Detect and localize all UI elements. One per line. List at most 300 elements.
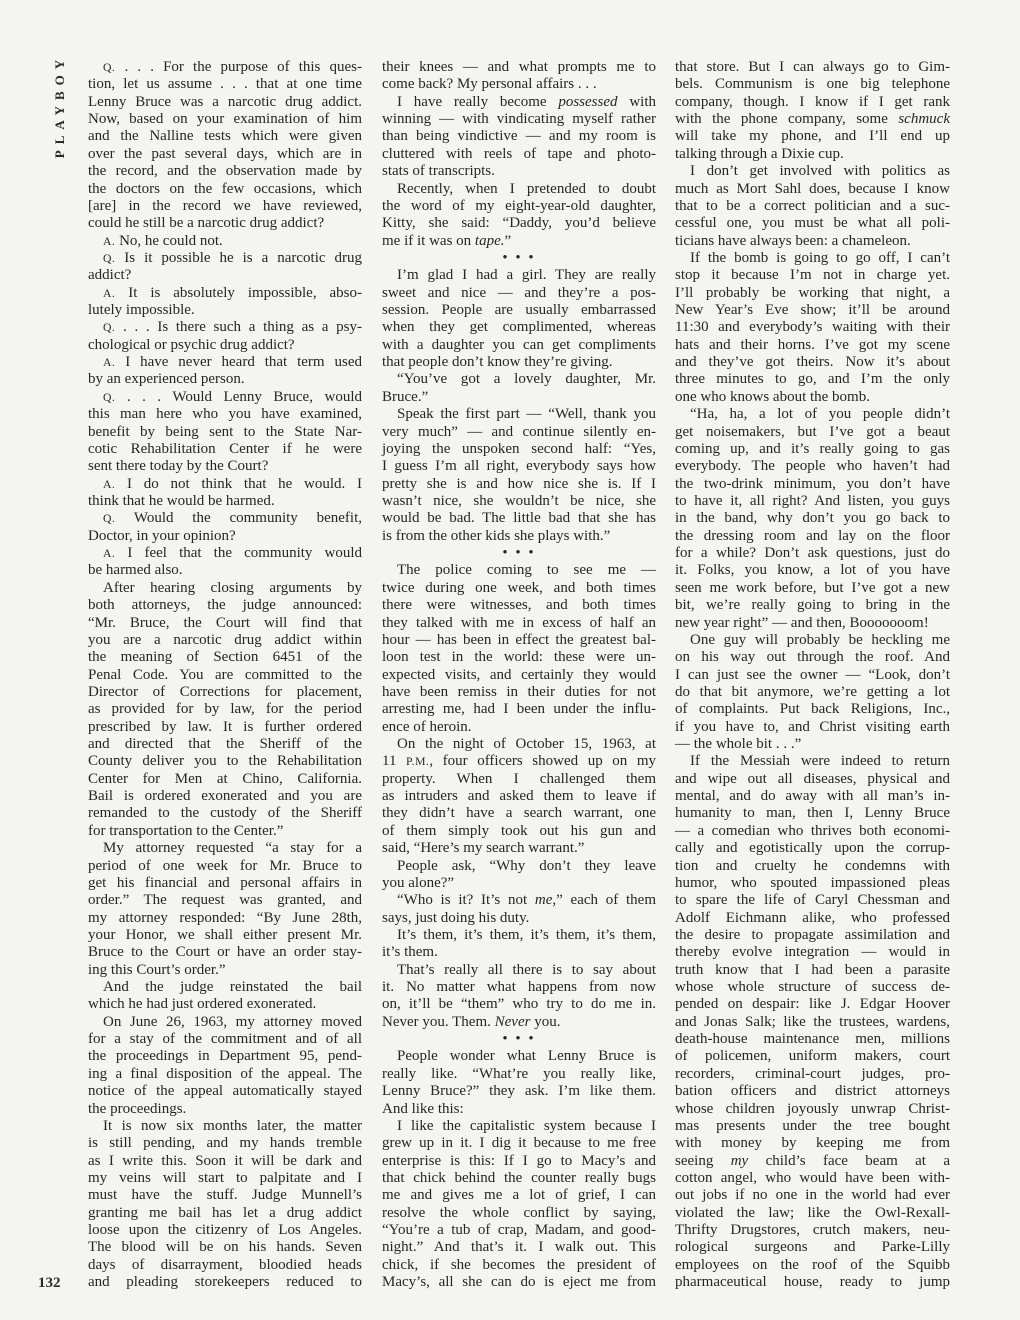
text-line: [675, 1239, 950, 1256]
text-run: order.” The request was granted, and: [88, 892, 362, 909]
paragraph: [675, 163, 950, 250]
text-line: [382, 111, 656, 128]
text-line: [675, 736, 950, 753]
text-run: it. Folks, you know, a lot of you have: [675, 562, 950, 579]
text-run: addict?: [88, 267, 132, 284]
text-line: [382, 337, 656, 354]
text-run: which he had just ordered exonerated.: [88, 996, 317, 1013]
text-line: [382, 458, 656, 475]
text-line: [675, 545, 950, 562]
text-line: [675, 1153, 950, 1170]
text-line: [382, 875, 656, 892]
text-line: [382, 528, 656, 545]
text-run: this man here who you have examined,: [88, 406, 362, 423]
text-line: [88, 406, 362, 423]
text-line: [675, 215, 950, 232]
text-line: [88, 1257, 362, 1274]
small-caps-label: Q.: [103, 390, 116, 404]
text-line: [675, 1222, 950, 1239]
text-run: wasn’t nice, she wouldn’t be nice, she: [382, 492, 656, 509]
text-run: loon test in the world: these were un-: [382, 649, 656, 666]
text-run: the proceedings in Department 95, pend-: [88, 1048, 362, 1065]
text-run: the doctors on the few occasions, which: [88, 180, 362, 197]
paragraph: [675, 250, 950, 406]
text-run: “Ha, ha, a lot of you people didn’t: [690, 406, 950, 423]
text-line: [88, 1066, 362, 1083]
paragraph: [382, 59, 656, 94]
text-line: [382, 146, 656, 163]
text-run: Lenny Bruce was a narcotic drug addict.: [88, 93, 362, 110]
paragraph: [382, 94, 656, 181]
text-run: Thrifty Drugstores, crutch makers, neu-: [675, 1222, 950, 1239]
text-line: [88, 788, 362, 805]
text-run: I’m glad I had a girl. They are really: [397, 267, 656, 284]
text-line: [382, 1066, 656, 1083]
text-line: [675, 146, 950, 163]
text-run: get noisemakers, but I’ve got a beaut: [675, 423, 950, 440]
text-line: [675, 250, 950, 267]
text-line: [382, 1187, 656, 1204]
text-run: three minutes to go, and I’m the only: [675, 371, 950, 388]
text-line: [382, 1083, 656, 1100]
text-run: If the bomb is going to go off, I can’t: [690, 249, 950, 266]
text-line: [382, 319, 656, 336]
text-run: ence of heroin.: [382, 718, 472, 735]
text-line: [88, 1101, 362, 1118]
text-run: New Year’s Eve show; it’ll be around: [675, 302, 950, 319]
italic-emphasis: schmuck: [898, 111, 950, 128]
text-run: days of disarrayment, bloodied heads: [88, 1256, 362, 1273]
paragraph: [675, 632, 950, 754]
text-line: [675, 701, 950, 718]
text-run: mas presents under the tree bought: [675, 1117, 950, 1134]
text-line: [88, 458, 362, 475]
text-line: [382, 649, 656, 666]
text-run: chological or psychic drug addict?: [88, 336, 295, 353]
small-caps-label: A.: [103, 286, 116, 300]
text-line: [382, 701, 656, 718]
text-run: mental, and do away with all man’s in-: [675, 788, 950, 805]
text-run: night.” And that’s it. I walk out. This: [382, 1239, 656, 1256]
text-line: [675, 858, 950, 875]
text-line: [382, 76, 656, 93]
text-run: to have it, all right? And listen, you guys: [675, 492, 950, 509]
text-run: and Jonas Salk; like the trustees, wardens,: [675, 1013, 950, 1030]
text-run: seen me work before, but I’ve got a new: [675, 579, 950, 596]
text-line: [382, 215, 656, 232]
text-line: [88, 389, 362, 406]
text-line: [675, 753, 950, 770]
text-line: [382, 1170, 656, 1187]
text-run: Never you. Them.: [382, 1013, 495, 1030]
text-line: [675, 476, 950, 493]
text-run: I do not think that he would. I: [115, 475, 362, 492]
text-run: could he still be a narcotic drug addict?: [88, 215, 325, 232]
text-line: [88, 719, 362, 736]
text-line: [382, 1014, 656, 1031]
text-line: [382, 1135, 656, 1152]
paragraph: [382, 181, 656, 250]
text-run: The police coming to see me —: [397, 562, 656, 579]
paragraph: [88, 1118, 362, 1292]
text-run: for a while? Don’t ask questions, just do: [675, 545, 950, 562]
text-line: [675, 1170, 950, 1187]
text-run: would be bad. The little bad that she has: [382, 510, 656, 527]
text-run: when they get complimented, whereas: [382, 319, 656, 336]
text-run: And like this:: [382, 1100, 464, 1117]
text-run: Speak the first part — “Well, thank you: [397, 406, 656, 423]
text-run: child’s face beam at a: [748, 1152, 950, 1169]
text-line: [675, 493, 950, 510]
paragraph: [88, 580, 362, 840]
text-run: really like. “What’re you really like,: [382, 1065, 656, 1082]
text-run: by an experienced person.: [88, 371, 245, 388]
text-run: for a stay of the commitment and of all: [88, 1031, 362, 1048]
text-line: [88, 181, 362, 198]
text-line: [382, 424, 656, 441]
text-line: [88, 1153, 362, 1170]
text-line: [88, 94, 362, 111]
text-line: [88, 302, 362, 319]
text-line: [675, 1205, 950, 1222]
text-run: must have the stuff. Judge Munnell’s: [88, 1187, 362, 1204]
text-line: [382, 823, 656, 840]
text-run: stop it because I’m not in charge yet.: [675, 267, 950, 284]
text-run: The blood will be on his hands. Seven: [88, 1239, 362, 1256]
text-line: [675, 1048, 950, 1065]
text-line: [88, 580, 362, 597]
italic-emphasis: possessed: [558, 93, 618, 110]
paragraph: [382, 858, 656, 893]
text-line: [675, 94, 950, 111]
text-run: the dressing room and lay on the floor: [675, 527, 950, 544]
text-run: Lenny Bruce?” they ask. I’m like them.: [382, 1083, 656, 1100]
text-line: [382, 1205, 656, 1222]
text-run: I guess I’m all right, everybody says how: [382, 458, 656, 475]
text-line: [675, 510, 950, 527]
text-line: [88, 875, 362, 892]
text-run: bation officers and district attorneys: [675, 1083, 950, 1100]
text-line: [88, 1239, 362, 1256]
text-line: [675, 371, 950, 388]
text-line: [675, 528, 950, 545]
text-run: loose upon the citizenry of Los Angeles.: [88, 1222, 362, 1239]
paragraph: [88, 840, 362, 979]
text-run: ing a final disposition of the appeal. The: [88, 1065, 362, 1082]
text-run: granting me bail has let a drug addict: [88, 1204, 362, 1221]
text-line: [675, 927, 950, 944]
paragraph: [382, 371, 656, 406]
text-line: [675, 788, 950, 805]
text-run: get his financial and personal affairs in: [88, 874, 362, 891]
text-run: Adolf Eichmann alike, who professed: [675, 909, 950, 926]
text-run: and directed that the Sheriff of the: [88, 736, 362, 753]
text-line: [88, 667, 362, 684]
paragraph: [382, 1048, 656, 1117]
small-caps-label: A.: [103, 477, 116, 491]
text-run: After hearing closing arguments by: [103, 579, 362, 596]
text-line: [382, 1153, 656, 1170]
text-line: [675, 1031, 950, 1048]
text-line: [382, 788, 656, 805]
text-line: [382, 302, 656, 319]
text-line: [675, 684, 950, 701]
text-run: do that bit anymore, we’re getting a lot: [675, 683, 950, 700]
text-run: 11: [382, 753, 407, 770]
text-run: It’s them, it’s them, it’s them, it’s them,: [397, 926, 656, 943]
text-line: [88, 528, 362, 545]
text-line: [382, 1257, 656, 1274]
text-run: I feel that the community would: [115, 545, 362, 562]
text-run: will take my phone, and I’ll end up: [675, 128, 950, 145]
section-separator: • • •: [502, 545, 536, 562]
text-run: tion, let us assume . . . that at one time: [88, 76, 362, 93]
text-line: [88, 285, 362, 302]
text-run: there were witnesses, and both times: [382, 597, 656, 614]
text-run: bit, we’re really going to bring in the: [675, 597, 950, 614]
text-line: [382, 406, 656, 423]
text-line: [88, 840, 362, 857]
text-line: [382, 979, 656, 996]
text-line: [382, 1101, 656, 1118]
text-line: [382, 510, 656, 527]
text-line: [675, 198, 950, 215]
text-run: you are a narcotic drug addict within: [88, 631, 362, 648]
paragraph: [382, 892, 656, 927]
text-line: [675, 59, 950, 76]
text-line: [88, 267, 362, 284]
text-run: thereby evolve integration — would in: [675, 944, 950, 961]
text-line: [675, 181, 950, 198]
text-line: [88, 615, 362, 632]
text-run: Bruce.”: [382, 388, 429, 405]
text-line: [88, 146, 362, 163]
text-run: People ask, “Why don’t they leave: [397, 857, 656, 874]
text-line: [675, 128, 950, 145]
text-run: “Who is it? It’s not: [397, 892, 535, 909]
paragraph: [382, 736, 656, 858]
text-run: my veins will start to palpitate and I: [88, 1170, 362, 1186]
text-line: [88, 562, 362, 579]
text-run: the proceedings.: [88, 1100, 187, 1117]
paragraph: [382, 927, 656, 962]
text-line: [88, 1274, 362, 1291]
text-line: [382, 910, 656, 927]
small-caps-label: Q.: [103, 321, 116, 335]
text-run: No, he could not.: [115, 232, 223, 249]
text-run: me if it was on: [382, 232, 475, 249]
text-line: [382, 181, 656, 198]
paragraph: [382, 1118, 656, 1292]
text-run: be harmed also.: [88, 562, 183, 579]
paragraph: [88, 319, 362, 354]
text-line: [382, 719, 656, 736]
paragraph: [675, 59, 950, 163]
text-line: [675, 962, 950, 979]
text-line: [88, 649, 362, 666]
text-run: you alone?”: [382, 874, 455, 891]
text-line: [675, 1274, 950, 1291]
text-line: [382, 996, 656, 1013]
text-line: [382, 562, 656, 579]
text-line: [382, 476, 656, 493]
text-line: [382, 94, 656, 111]
text-line: [675, 875, 950, 892]
text-run: on, it’ll be “them” who try to do me in.: [382, 996, 656, 1013]
text-line: [88, 1135, 362, 1152]
text-line: [675, 719, 950, 736]
text-line: [88, 771, 362, 788]
text-line: [675, 805, 950, 822]
text-line: [88, 892, 362, 909]
text-run: and wipe out all diseases, physical and: [675, 770, 950, 787]
text-line: [382, 493, 656, 510]
text-line: [382, 736, 656, 753]
text-line: [675, 1066, 950, 1083]
text-line: [675, 163, 950, 180]
text-run: Macy’s, all she can do is eject me from: [382, 1274, 656, 1291]
text-run: I don’t get involved with politics as: [690, 163, 950, 180]
text-line: [675, 1014, 950, 1031]
text-line: [88, 337, 362, 354]
text-line: [675, 996, 950, 1013]
text-run: Bail is ordered exonerated and you are: [88, 788, 362, 805]
text-line: [88, 510, 362, 527]
text-line: [382, 684, 656, 701]
text-line: [88, 215, 362, 232]
text-line: [675, 649, 950, 666]
text-run: in the band, why don’t you go back to: [675, 510, 950, 527]
small-caps-label: Q.: [103, 61, 116, 74]
paragraph: [88, 545, 362, 580]
text-line: [88, 250, 362, 267]
small-caps-label: A.: [103, 547, 116, 561]
text-line: [88, 371, 362, 388]
text-line: [382, 389, 656, 406]
text-line: [88, 736, 362, 753]
text-run: expected visits, and certainly they would: [382, 666, 656, 683]
text-line: [88, 128, 362, 145]
text-run: of complaints. Put back Religions, Inc.,: [675, 701, 950, 718]
text-line: [382, 753, 656, 770]
text-run: Recently, when I pretended to doubt: [397, 180, 656, 197]
text-run: the record, and the observation made by: [88, 163, 362, 180]
text-run: humanity to man, then I, Lenny Bruce: [675, 805, 950, 822]
paragraph: [88, 979, 362, 1014]
text-run: sent there today by the Court?: [88, 458, 269, 475]
text-line: [382, 371, 656, 388]
italic-emphasis: tape.: [474, 232, 505, 249]
text-run: of them simply took out his gun and: [382, 822, 656, 839]
text-run: session. People are usually embarrassed: [382, 302, 656, 319]
text-run: and the Nalline tests which were given: [88, 128, 362, 145]
text-line: [382, 128, 656, 145]
paragraph: [88, 285, 362, 320]
text-run: with a daughter you can get compliments: [382, 336, 656, 353]
text-run: ticians have always been: a chameleon.: [675, 232, 911, 249]
text-line: [88, 944, 362, 961]
text-run: as intruders and asked them to leave if: [382, 788, 656, 805]
text-line: [382, 354, 656, 371]
text-run: lutely impossible.: [88, 302, 195, 319]
text-line: [88, 701, 362, 718]
text-run: everybody. The people who haven’t had: [675, 458, 950, 475]
text-line: [88, 632, 362, 649]
text-run: cluttered with reels of tape and photo-: [382, 145, 656, 162]
italic-emphasis: my: [730, 1152, 749, 1169]
paragraph: [675, 406, 950, 632]
text-run: is still pending, and my hands tremble: [88, 1135, 362, 1152]
text-line: [88, 476, 362, 493]
text-run: joying the unspoken second half: “Yes,: [382, 440, 656, 457]
text-run: cessful one, you must be what all poli-: [675, 215, 950, 232]
text-run: as I write this. Soon it will be dark and: [88, 1152, 362, 1169]
text-run: whose whole structure of success de-: [675, 979, 950, 996]
text-line: [382, 962, 656, 979]
text-run: Center for Men at Chino, California.: [88, 770, 362, 787]
italic-emphasis: Never: [494, 1013, 531, 1030]
text-line: [382, 1222, 656, 1239]
text-line: [88, 753, 362, 770]
text-line: [382, 927, 656, 944]
text-run: over the past several days, which are in: [88, 145, 362, 162]
text-line: [675, 76, 950, 93]
text-run: remanded to the custody of the Sheriff: [88, 805, 362, 822]
small-caps-label: Q.: [103, 251, 116, 265]
text-line: [88, 1118, 362, 1135]
paragraph: [382, 562, 656, 736]
text-line: [382, 892, 656, 909]
text-run: I can just see the owner — “Look, don’t: [675, 666, 950, 683]
text-run: pharmaceutical house, ready to jump: [675, 1274, 950, 1291]
text-run: for transportation to the Center.”: [88, 822, 284, 839]
text-run: as provided for by law, for the period: [88, 701, 362, 718]
text-run: People wonder what Lenny Bruce is: [397, 1048, 656, 1065]
text-run: and they’ve got theirs. Now it’s about: [675, 354, 950, 371]
text-line: [88, 76, 362, 93]
text-run: they talked with me in excess of half an: [382, 614, 656, 631]
text-line: [88, 163, 362, 180]
text-run: the two-drink minimum, you don’t have: [675, 475, 950, 492]
text-run: I have never heard that term used: [115, 354, 362, 371]
text-run: with: [617, 93, 656, 110]
text-run: much as Mort Sahl does, because I know: [675, 180, 950, 197]
text-line: [382, 59, 656, 76]
text-line: [675, 1257, 950, 1274]
text-line: [675, 667, 950, 684]
text-line: [88, 1014, 362, 1031]
text-line: [675, 302, 950, 319]
text-run: bels. Communism is one big telephone: [675, 76, 950, 93]
text-line: [88, 354, 362, 371]
text-run: , four officers showed up on my: [429, 753, 656, 770]
small-caps-label: A.: [103, 356, 116, 370]
text-run: tion and cruelty he condemns with: [675, 857, 950, 874]
text-line: [382, 771, 656, 788]
text-line: [88, 111, 362, 128]
text-line: [675, 1118, 950, 1135]
text-run: Director of Corrections for placement,: [88, 683, 362, 700]
text-run: Bruce to the Court or have an order stay-: [88, 944, 362, 961]
text-run: . . . For the purpose of this ques-: [115, 59, 362, 75]
text-line: [88, 597, 362, 614]
text-line: [675, 441, 950, 458]
text-line: [675, 458, 950, 475]
text-line: [88, 996, 362, 1013]
text-line: [382, 267, 656, 284]
text-run: That’s really all there is to say about: [397, 961, 656, 978]
small-caps-label: A.: [103, 234, 116, 248]
